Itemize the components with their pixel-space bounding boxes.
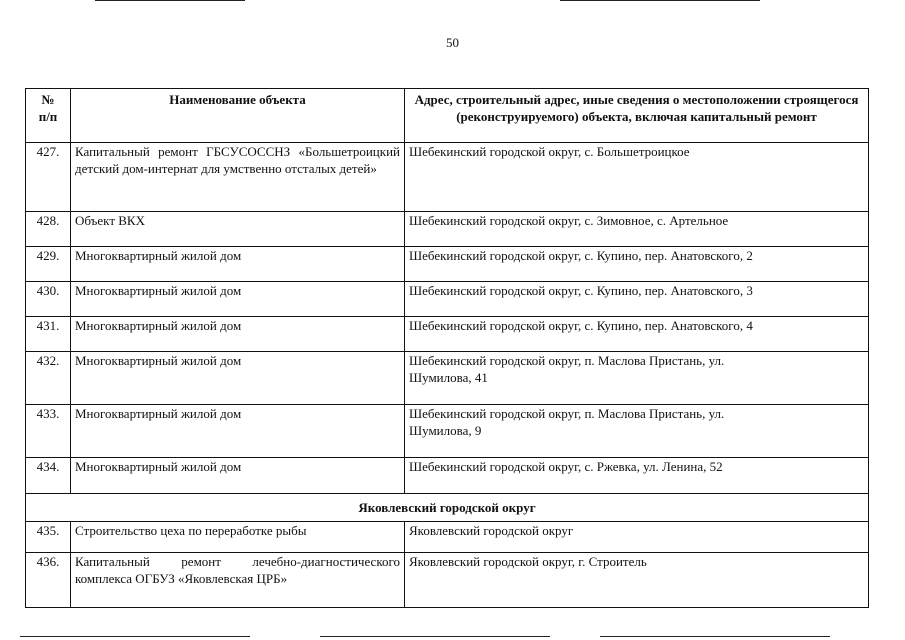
row-num: 435. [26,522,71,553]
scan-line-bottom [320,636,550,637]
header-num: № п/п [26,89,71,143]
row-num: 433. [26,405,71,458]
table-row [26,247,869,282]
table-row [26,522,869,553]
scan-line-top [95,0,245,1]
row-address: Яковлевский городской округ, г. Строитель [405,553,869,608]
row-name: Многоквартирный жилой дом [71,405,405,458]
row-address: Шебекинский городской округ, с. Ржевка, ул. Ленина, 52 [405,458,869,494]
row-address: Яковлевский городской округ [405,522,869,553]
table-row [26,352,869,405]
row-address: Шебекинский городской округ, п. Маслова Пристань, ул. Шумилова, 41 [405,352,869,405]
row-name: Многоквартирный жилой дом [71,282,405,317]
row-address: Шебекинский городской округ, с. Купино, пер. Анатовского, 4 [405,317,869,352]
row-address: Шебекинский городской округ, с. Купино, пер. Анатовского, 2 [405,247,869,282]
row-num: 427. [26,143,71,212]
table-header-row [26,89,869,143]
table-row [26,458,869,494]
row-num: 431. [26,317,71,352]
row-address: Шебекинский городской округ, п. Маслова Пристань, ул. Шумилова, 9 [405,405,869,458]
row-address: Шебекинский городской округ, с. Зимовное, с. Артельное [405,212,869,247]
row-num: 436. [26,553,71,608]
row-num: 434. [26,458,71,494]
row-address: Шебекинский городской округ, с. Купино, пер. Анатовского, 3 [405,282,869,317]
table-row [26,212,869,247]
row-name: Капитальный ремонт ГБСУСОССНЗ «Большетроицкий детский дом-интернат для умственно отсталых детей» [71,143,405,212]
scan-line-top [560,0,760,1]
header-address: Адрес, строительный адрес, иные сведения о местоположении строящегося (реконструируемого) объекта, включая капитальный ремонт [405,89,869,143]
table-row [26,143,869,212]
scan-line-bottom [20,636,250,637]
row-name: Многоквартирный жилой дом [71,317,405,352]
row-num: 429. [26,247,71,282]
table-row [26,553,869,608]
row-name: Многоквартирный жилой дом [71,352,405,405]
row-name: Объект ВКХ [71,212,405,247]
section-title: Яковлевский городской округ [26,494,869,522]
row-address: Шебекинский городской округ, с. Большетроицкое [405,143,869,212]
scan-line-bottom [600,636,830,637]
row-name: Строительство цеха по переработке рыбы [71,522,405,553]
row-num: 432. [26,352,71,405]
row-num: 430. [26,282,71,317]
row-name: Капитальный ремонт лечебно-диагностического комплекса ОГБУЗ «Яковлевская ЦРБ» [71,553,405,608]
table-row [26,405,869,458]
row-name: Многоквартирный жилой дом [71,458,405,494]
table-row [26,282,869,317]
row-name: Многоквартирный жилой дом [71,247,405,282]
section-row [26,494,869,522]
objects-table [25,88,869,608]
page-number: 50 [446,35,459,50]
row-num: 428. [26,212,71,247]
table-row [26,317,869,352]
header-name: Наименование объекта [71,89,405,143]
